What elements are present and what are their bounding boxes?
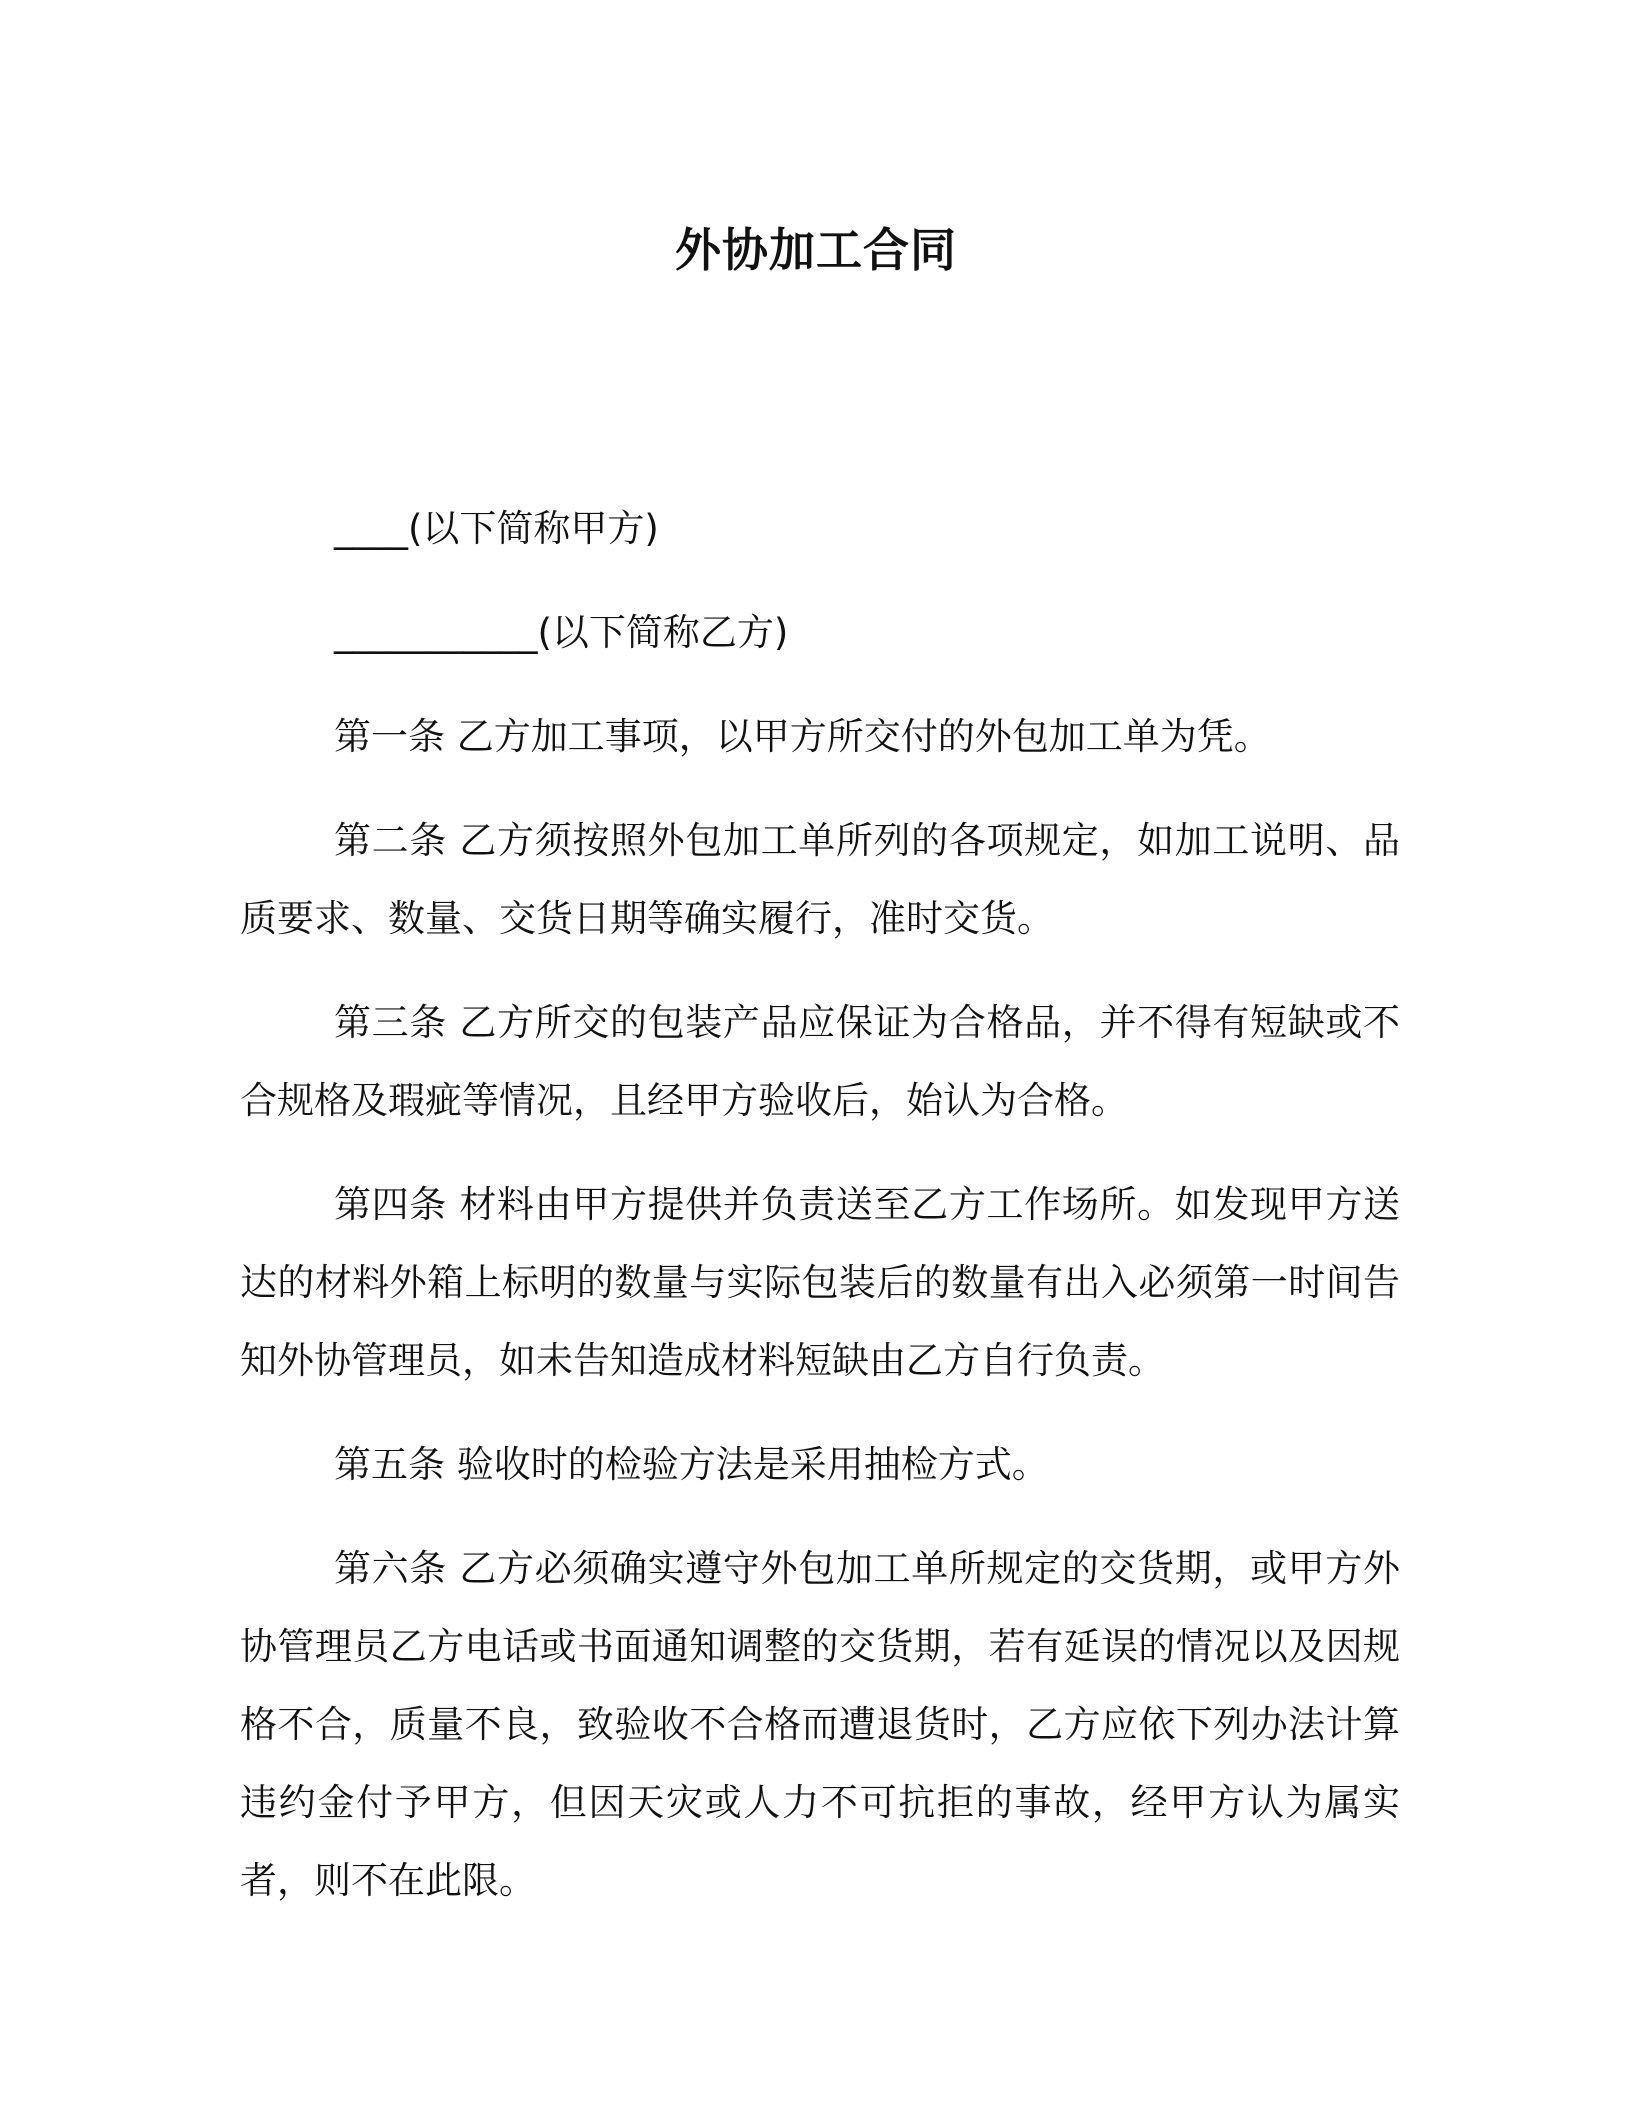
article-5: 第五条 验收时的检验方法是采用抽检方式。 bbox=[334, 1443, 1049, 1486]
party-a-line: ____(以下简称甲方) bbox=[334, 507, 659, 550]
contract-body bbox=[240, 490, 1400, 1946]
article-2: 第二条 乙方须按照外包加工单所列的各项规定，如加工说明、品质要求、数量、交货日期等确实履行，准时交货。 bbox=[240, 819, 1400, 940]
article-4: 第四条 材料由甲方提供并负责送至乙方工作场所。如发现甲方送达的材料外箱上标明的数量与实际包装后的数量有出入必须第一时间告知外协管理员，如未告知造成材料短缺由乙方自行负责。 bbox=[240, 1183, 1400, 1382]
document-title: 外协加工合同 bbox=[675, 223, 957, 277]
article-6: 第六条 乙方必须确实遵守外包加工单所规定的交货期，或甲方外协管理员乙方电话或书面通知调整的交货期，若有延误的情况以及因规格不合，质量不良，致验收不合格而遭退货时，乙方应依下列办法计算违约金付予甲方，但因天灾或人力不可抗拒的事故，经甲方认为属实者，则不在此限。 bbox=[240, 1547, 1400, 1902]
party-b-line: ___________(以下简称乙方) bbox=[334, 611, 789, 654]
article-1: 第一条 乙方加工事项，以甲方所交付的外包加工单为凭。 bbox=[334, 715, 1271, 758]
article-3: 第三条 乙方所交的包装产品应保证为合格品，并不得有短缺或不合规格及瑕疵等情况，且经甲方验收后，始认为合格。 bbox=[240, 1001, 1400, 1122]
